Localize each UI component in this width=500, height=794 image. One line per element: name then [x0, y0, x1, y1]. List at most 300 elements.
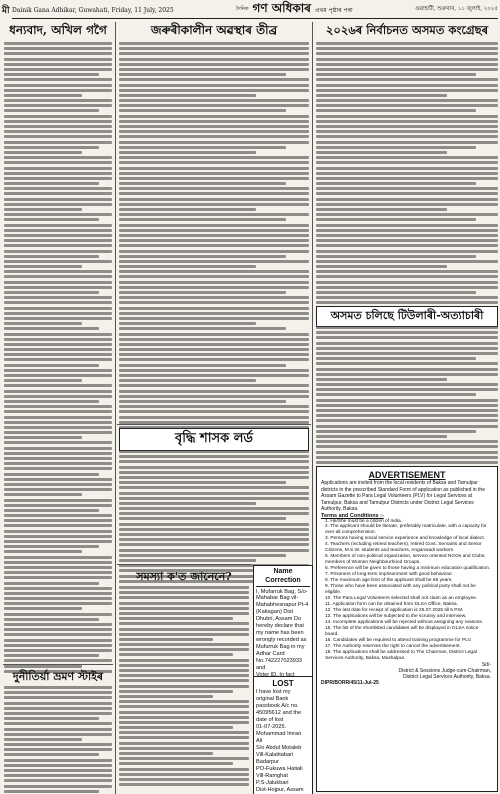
- text-line: [316, 182, 476, 185]
- text-line: [119, 492, 309, 495]
- text-line: [4, 42, 112, 45]
- text-line: [4, 462, 112, 465]
- text-line: [119, 617, 233, 620]
- text-line: [4, 545, 99, 548]
- text-line: [4, 571, 112, 574]
- text-line: [4, 281, 112, 284]
- text-line: [119, 369, 309, 372]
- text-line: [316, 342, 498, 345]
- text-line: [316, 234, 498, 237]
- text-line: [119, 450, 309, 453]
- term-item: 14. Incomplete applications will be rejected without assigning any reasons.: [325, 620, 484, 626]
- text-line: [119, 778, 249, 781]
- term-item: 13. The applications will be subjected to the scrutiny and interview.: [325, 614, 467, 620]
- text-line: [4, 317, 112, 320]
- text-line: [4, 790, 99, 793]
- text-line: [4, 712, 112, 715]
- text-line: [316, 78, 498, 81]
- text-line: [4, 151, 82, 154]
- text-line: [119, 333, 309, 336]
- text-line: [119, 659, 249, 662]
- text-line: [119, 721, 249, 724]
- text-line: [316, 224, 498, 227]
- text-line: [119, 286, 309, 289]
- text-line: [4, 769, 112, 772]
- text-line: [119, 648, 249, 651]
- term-item: 7. Prisoners of long-term imprisonment with good behaviour.: [325, 572, 453, 578]
- text-line: [316, 146, 476, 149]
- term-item: 3. Persons having social service experience and knowledge of local dialect.: [325, 536, 485, 542]
- text-line: [119, 653, 233, 656]
- text-line: [119, 244, 309, 247]
- text-line: [119, 466, 309, 469]
- text-line: [119, 125, 309, 128]
- text-line: [4, 639, 112, 642]
- text-line: [4, 47, 112, 50]
- text-line: [119, 68, 309, 71]
- text-line: [4, 400, 99, 403]
- text-line: [119, 633, 249, 636]
- lost-line: 01-07-2025.: [256, 723, 287, 730]
- text-line: [4, 322, 82, 325]
- text-line: [119, 711, 249, 714]
- article-5: [119, 428, 309, 451]
- page-label: প্ৰথম পৃষ্ঠাৰ পৰা: [314, 6, 353, 14]
- term-item: 6. Preference will be given to those having a minimum education qualification.: [325, 566, 491, 572]
- text-line: [119, 379, 256, 382]
- lost-line: Dist-Hojpur, Assam: [256, 786, 304, 793]
- text-line: [119, 348, 309, 351]
- text-line: [119, 203, 309, 206]
- name-correction-line: wrongly recorded as: [256, 637, 307, 644]
- signature-line: Sd/-: [481, 662, 491, 669]
- text-line: [316, 399, 498, 402]
- text-line: [119, 471, 309, 474]
- text-line: [4, 218, 99, 221]
- text-line: [4, 395, 112, 398]
- text-line: [119, 58, 309, 61]
- text-line: [119, 89, 309, 92]
- text-line: [4, 104, 112, 107]
- text-line: [4, 208, 82, 211]
- text-line: [119, 533, 309, 536]
- name-correction-line: (Katiagan) Dist: [256, 609, 293, 616]
- text-line: [119, 591, 249, 594]
- newspaper-logo: গণ অধিকাৰ: [252, 1, 311, 15]
- text-line: [119, 172, 309, 175]
- text-line: [119, 229, 309, 232]
- text-line: [119, 638, 213, 641]
- text-line: [4, 488, 112, 491]
- text-line: [316, 47, 498, 50]
- text-line: [119, 358, 309, 361]
- text-line: [119, 410, 309, 413]
- name-correction-line: Mahabhesnapur Pt-4: [256, 602, 309, 609]
- term-item: 12. The last date for receipt of application is 25.07.2025 till 5 P.M.: [325, 608, 464, 614]
- text-line: [4, 597, 112, 600]
- section-rule: [117, 424, 311, 425]
- lost-notice: [253, 676, 313, 794]
- text-line: [4, 84, 112, 87]
- text-line: [119, 695, 213, 698]
- lost-line: Mohammad Imran: [256, 730, 302, 737]
- masthead-date: গুৱাহাটী, শুক্ৰবাৰ, ১১ জুলাই, ২০২৫: [415, 6, 498, 12]
- text-line: [4, 467, 112, 470]
- terms-heading: Terms and Conditions :-: [321, 512, 384, 519]
- text-line: [4, 540, 112, 543]
- text-line: [119, 602, 249, 605]
- text-line: [119, 669, 249, 672]
- text-line: [4, 384, 112, 387]
- name-correction-line: my name has been: [256, 630, 304, 637]
- text-line: [119, 161, 309, 164]
- text-line: [119, 674, 249, 677]
- text-line: [4, 556, 112, 559]
- text-line: [4, 702, 112, 705]
- text-line: [4, 576, 112, 579]
- text-line: [4, 431, 112, 434]
- lost-lines: [256, 689, 310, 794]
- text-line: [316, 255, 476, 258]
- text-line: [4, 364, 99, 367]
- text-line: [316, 115, 498, 118]
- text-line: [4, 291, 99, 294]
- text-line: [4, 348, 112, 351]
- text-line: [4, 561, 112, 564]
- text-line: [119, 747, 249, 750]
- text-line: [4, 234, 112, 237]
- text-line: [4, 722, 112, 725]
- text-line: [119, 239, 309, 242]
- text-line: [119, 120, 309, 123]
- text-line: [4, 224, 112, 227]
- text-line: [316, 378, 447, 381]
- text-line: [119, 643, 249, 646]
- text-line: [119, 151, 256, 154]
- name-correction-title: Name Correction: [256, 568, 310, 587]
- article-6: [119, 568, 249, 587]
- text-line: [4, 286, 112, 289]
- text-line: [316, 58, 498, 61]
- text-line: [119, 512, 309, 515]
- text-line: [316, 89, 498, 92]
- text-line: [119, 73, 286, 76]
- text-line: [119, 757, 249, 760]
- text-line: [316, 161, 498, 164]
- text-line: [316, 239, 498, 242]
- text-line: [316, 141, 498, 144]
- text-line: [316, 218, 476, 221]
- text-line: [119, 374, 309, 377]
- text-line: [4, 633, 112, 636]
- term-item: 11. Application form can be obtained from DLSA Office, Baksa.: [325, 602, 458, 608]
- term-item: 8. The maximum age limit of the applicant shall be 65 years.: [325, 578, 453, 584]
- text-line: [4, 203, 112, 206]
- text-line: [4, 728, 112, 731]
- text-line: [316, 198, 498, 201]
- name-correction-line: hereby declare that: [256, 623, 304, 630]
- text-line: [119, 192, 309, 195]
- text-line: [4, 255, 99, 258]
- text-line: [316, 404, 498, 407]
- text-line: [316, 270, 498, 273]
- text-line: [119, 187, 309, 190]
- name-correction-notice: [253, 565, 313, 679]
- text-line: [4, 156, 112, 159]
- text-line: [4, 307, 112, 310]
- text-line: [4, 198, 112, 201]
- text-line: [119, 559, 256, 562]
- name-correction-line: No.742227023933 and: [256, 658, 303, 672]
- text-line: [316, 383, 498, 386]
- article-7-body: [4, 686, 112, 794]
- text-line: [4, 379, 82, 382]
- article-5-headline: বৃদ্ধি শাসক লৰ্ড: [119, 428, 309, 451]
- text-line: [119, 275, 309, 278]
- text-line: [4, 764, 112, 767]
- text-line: [4, 73, 99, 76]
- text-line: [316, 94, 447, 97]
- article-2: [119, 22, 309, 42]
- text-line: [4, 99, 112, 102]
- article-3-headline: ২০২৬ৰ নিৰ্বাচনত অসমত কংগ্ৰেছৰ: [325, 23, 489, 37]
- text-line: [316, 135, 498, 138]
- text-line: [316, 42, 498, 45]
- text-line: [4, 628, 112, 631]
- text-line: [4, 779, 112, 782]
- signature-line: District Legal Services Authority, Baksa.: [403, 674, 491, 681]
- text-line: [4, 327, 99, 330]
- masthead: [12, 2, 498, 19]
- text-line: [119, 301, 309, 304]
- text-line: [4, 759, 112, 762]
- text-line: [316, 368, 498, 371]
- text-line: [4, 493, 82, 496]
- text-line: [4, 244, 112, 247]
- text-line: [4, 213, 112, 216]
- text-line: [4, 63, 112, 66]
- text-line: [4, 566, 112, 569]
- text-line: [316, 68, 498, 71]
- text-line: [119, 390, 309, 393]
- text-line: [119, 517, 286, 520]
- term-item: 18. The applications shall be addressed to The Chairman, District Legal Services Authority, Baksa, Mushalpur.: [325, 650, 477, 662]
- text-line: [4, 613, 112, 616]
- text-line: [119, 752, 213, 755]
- text-line: [4, 410, 112, 413]
- text-line: [4, 618, 99, 621]
- text-line: [119, 52, 309, 55]
- article-3: [316, 22, 498, 41]
- dipr-code: DIPR/BORR/45/11-Jul-25: [321, 680, 379, 687]
- text-line: [4, 519, 112, 522]
- text-line: [4, 353, 112, 356]
- text-line: [316, 172, 498, 175]
- text-line: [316, 265, 447, 268]
- text-line: [4, 686, 112, 689]
- text-line: [4, 187, 112, 190]
- text-line: [119, 104, 309, 107]
- text-line: [4, 607, 82, 610]
- lost-line: date of lost: [256, 716, 284, 723]
- text-line: [119, 416, 309, 419]
- text-line: [119, 218, 286, 221]
- text-line: [119, 115, 309, 118]
- text-line: [4, 161, 112, 164]
- text-line: [4, 120, 112, 123]
- terms-list: [317, 519, 497, 663]
- text-line: [119, 395, 309, 398]
- lost-line: I have lost my: [256, 689, 291, 695]
- text-line: [119, 260, 309, 263]
- text-line: [4, 260, 112, 263]
- section-rule: [3, 664, 113, 665]
- text-line: [119, 460, 309, 463]
- text-line: [4, 239, 112, 242]
- text-line: [316, 451, 498, 454]
- text-line: [4, 478, 112, 481]
- advertisement-intro: Applications are invited from the local residents of Baksa and Tamulpur districts in the prescribed Standard Form of application as published in the Assam Gazette to Para Legal Volunteers (PLV) for Legal Services at Tamulpur, Baksa and Tamulpur Districts under District Legal Services Authority, Baksa.: [321, 480, 485, 512]
- text-line: [316, 192, 498, 195]
- text-line: [4, 785, 112, 788]
- text-line: [316, 352, 498, 355]
- text-line: [316, 229, 498, 232]
- text-line: [119, 265, 256, 268]
- text-line: [316, 177, 498, 180]
- signature-block: [317, 662, 497, 680]
- text-line: [119, 42, 309, 45]
- text-line: [4, 135, 112, 138]
- text-line: [316, 125, 498, 128]
- text-line: [119, 146, 286, 149]
- text-line: [316, 301, 498, 304]
- text-line: [119, 607, 249, 610]
- text-line: [316, 84, 498, 87]
- text-line: [316, 326, 498, 329]
- logo-prefix: দৈনিক: [235, 6, 249, 12]
- advertisement-title: ADVERTISEMENT: [368, 470, 446, 480]
- text-line: [4, 426, 112, 429]
- text-line: [119, 586, 249, 589]
- text-line: [4, 530, 112, 533]
- text-line: [4, 524, 112, 527]
- term-item: 2. The applicant should be literate, preferably matriculate, with a capacity for over all comprehension.: [325, 524, 487, 536]
- text-line: [316, 281, 498, 284]
- text-line: [119, 455, 309, 458]
- text-line: [119, 213, 309, 216]
- text-line: [316, 109, 476, 112]
- text-line: [4, 587, 112, 590]
- text-line: [119, 198, 309, 201]
- text-line: [316, 419, 498, 422]
- text-line: [316, 167, 498, 170]
- text-line: [316, 208, 447, 211]
- text-line: [4, 89, 112, 92]
- text-line: [316, 445, 498, 448]
- text-line: [119, 94, 256, 97]
- text-line: [316, 461, 498, 464]
- text-line: [4, 550, 82, 553]
- text-line: [119, 177, 309, 180]
- text-line: [4, 447, 112, 450]
- text-line: [4, 733, 112, 736]
- lost-line: Vill-Kalatitabari: [256, 751, 294, 758]
- text-line: [119, 182, 286, 185]
- text-line: [316, 414, 498, 417]
- text-line: [4, 358, 112, 361]
- text-line: [119, 364, 286, 367]
- article-4-headline: অসমত চলিছে টিউলাৰী-অত্যাচাৰী: [316, 306, 498, 327]
- name-correction-line: Adhar Card: [256, 651, 285, 658]
- text-line: [316, 250, 498, 253]
- text-line: [119, 84, 309, 87]
- text-line: [119, 281, 309, 284]
- text-line: [119, 400, 286, 403]
- text-line: [316, 357, 476, 360]
- text-line: [4, 78, 112, 81]
- lost-line: passbook A/c no.: [256, 702, 299, 709]
- text-line: [4, 659, 112, 662]
- article-6-headline: সমস্যা ক'ত জানেনে?: [136, 570, 232, 583]
- text-line: [4, 644, 112, 647]
- text-line: [119, 685, 249, 688]
- text-line: [119, 726, 233, 729]
- name-correction-line: Mufurruk Bag in my: [256, 644, 305, 651]
- article-7: [4, 668, 112, 687]
- text-line: [119, 664, 249, 667]
- text-line: [119, 317, 309, 320]
- text-line: [4, 312, 112, 315]
- text-line: [4, 483, 112, 486]
- advertisement-box: [316, 466, 498, 792]
- text-line: [119, 250, 309, 253]
- text-line: [4, 192, 112, 195]
- text-line: [316, 130, 498, 133]
- text-line: [4, 514, 112, 517]
- text-line: [316, 156, 498, 159]
- text-line: [316, 347, 498, 350]
- text-line: [316, 456, 498, 459]
- text-line: [4, 535, 112, 538]
- name-correction-line: Mahabar Bag vil-: [256, 595, 299, 602]
- text-line: [119, 612, 249, 615]
- text-line: [119, 628, 249, 631]
- text-line: [4, 654, 99, 657]
- lost-line: 45095612 and the: [256, 709, 302, 716]
- text-line: [119, 327, 286, 330]
- text-line: [119, 705, 249, 708]
- text-line: [119, 234, 309, 237]
- term-item: 10. The Para Legal Volunteers selected shall not claim as an employee.: [325, 596, 478, 602]
- text-line: [4, 441, 112, 444]
- text-line: [4, 582, 99, 585]
- text-line: [316, 151, 447, 154]
- signature-line: District & Sessions Judge-cum-Chairman,: [398, 668, 491, 675]
- text-line: [4, 301, 112, 304]
- text-line: [4, 774, 112, 777]
- text-line: [119, 208, 256, 211]
- text-line: [119, 700, 249, 703]
- article-4: [316, 306, 498, 327]
- text-line: [316, 286, 498, 289]
- masthead-center: [236, 0, 353, 20]
- text-line: [316, 275, 498, 278]
- text-line: [4, 753, 99, 756]
- text-line: [316, 435, 447, 438]
- text-line: [119, 528, 309, 531]
- text-line: [4, 229, 112, 232]
- text-line: [119, 538, 309, 541]
